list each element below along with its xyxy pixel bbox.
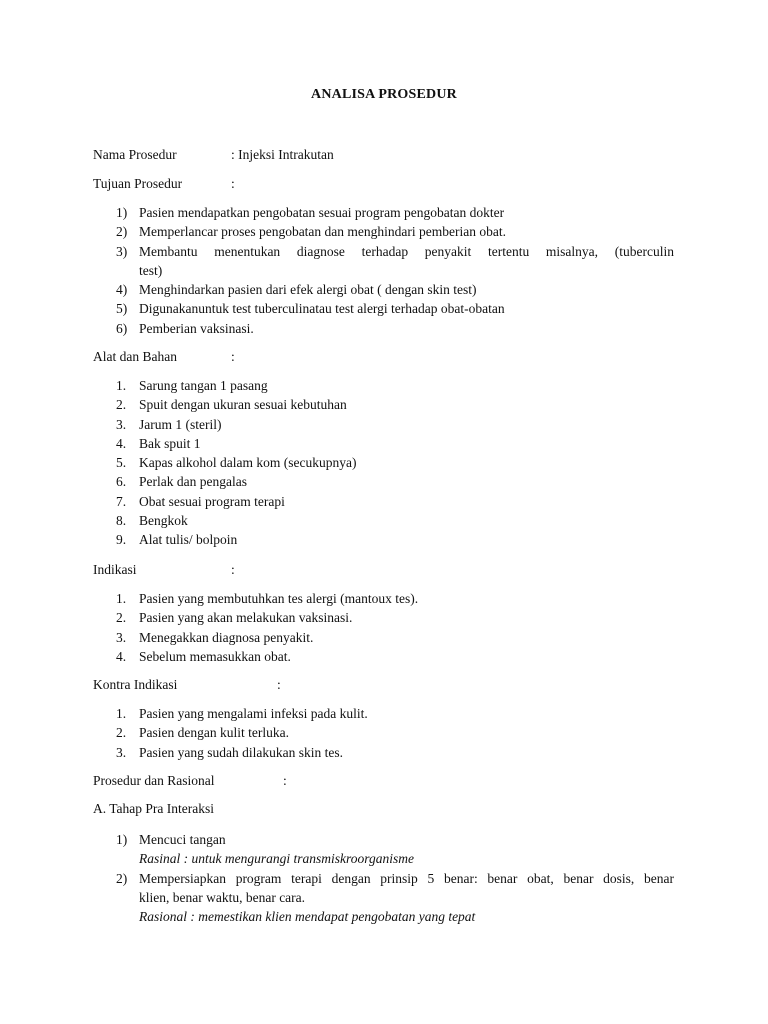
list-item-text-continued: klien, benar waktu, benar cara.: [139, 889, 306, 905]
list-item: [93, 530, 674, 549]
list-item-number: 1): [116, 832, 128, 847]
prosedur-rasional-colon: :: [283, 773, 287, 788]
list-item: [93, 743, 674, 762]
list-item-number: 6): [116, 320, 128, 336]
list-item-number: 2.: [116, 610, 127, 626]
list-item-text: Kapas alkohol dalam kom (secukupnya): [139, 455, 357, 471]
list-item-number: 2.: [116, 725, 127, 741]
list-item-text: Memperlancar proses pengobatan dan menghindari pemberian obat.: [139, 224, 506, 240]
document-title: ANALISA PROSEDUR: [311, 87, 457, 102]
list-item: [93, 647, 674, 666]
tahap-pra-interaksi-heading: A. Tahap Pra Interaksi: [93, 801, 215, 816]
tujuan-prosedur-list: [93, 203, 674, 338]
list-item-number: 9.: [116, 532, 127, 548]
list-item-number: 2.: [116, 397, 127, 413]
rasional-text: Rasinal : untuk mengurangi transmiskroorganisme: [139, 851, 414, 867]
list-item-text-continued: test): [139, 262, 163, 278]
list-item-text: Pasien yang sudah dilakukan skin tes.: [139, 744, 343, 760]
list-item: [93, 395, 674, 414]
list-item-number: 1.: [116, 378, 127, 393]
list-item: [93, 723, 674, 742]
kontra-indikasi-colon: :: [277, 677, 281, 692]
list-item-text: Mencuci tangan: [139, 832, 226, 847]
list-item-text: Jarum 1 (steril): [139, 416, 222, 432]
list-item: [93, 628, 674, 647]
list-item: [93, 511, 674, 530]
list-item-number: 4.: [116, 435, 127, 451]
list-item: [93, 242, 674, 281]
list-item-text: Menegakkan diagnosa penyakit.: [139, 629, 314, 645]
indikasi-label: Indikasi: [93, 562, 137, 577]
nama-prosedur-value: : Injeksi Intrakutan: [231, 147, 334, 162]
list-item-number: 8.: [116, 513, 127, 529]
prosedur-rasional-label: Prosedur dan Rasional: [93, 773, 215, 788]
alat-bahan-colon: :: [231, 349, 235, 364]
list-item: [93, 222, 674, 241]
tujuan-prosedur-colon: :: [231, 176, 235, 191]
list-item-text: Membantu menentukan diagnose terhadap penyakit tertentu misalnya, (tuberculin: [139, 243, 674, 259]
list-item-number: 3.: [116, 416, 127, 432]
list-item-text: Sebelum memasukkan obat.: [139, 648, 291, 664]
list-item-text: Mempersiapkan program terapi dengan prinsip 5 benar: benar obat, benar dosis, benar: [139, 870, 674, 886]
list-item-text: Menghindarkan pasien dari efek alergi obat ( dengan skin test): [139, 282, 477, 298]
list-item: [93, 492, 674, 511]
list-item: [93, 434, 674, 453]
list-item-number: 7.: [116, 493, 127, 509]
kontra-indikasi-label: Kontra Indikasi: [93, 677, 178, 692]
kontra-indikasi-list: [93, 704, 674, 762]
list-item: [93, 472, 674, 491]
alat-bahan-list: [93, 376, 674, 550]
list-item: [93, 608, 674, 627]
list-item: [93, 830, 674, 869]
alat-bahan-label: Alat dan Bahan: [93, 349, 177, 364]
list-item-text: Spuit dengan ukuran sesuai kebutuhan: [139, 397, 347, 413]
indikasi-list: [93, 589, 674, 666]
tahap-pra-interaksi-list: [93, 830, 674, 926]
list-item-text: Pasien yang mengalami infeksi pada kulit.: [139, 706, 368, 721]
list-item-text: Pasien yang membutuhkan tes alergi (mantoux tes).: [139, 591, 419, 606]
list-item-number: 1): [116, 205, 128, 220]
list-item: [93, 589, 674, 608]
list-item: [93, 869, 674, 927]
list-item-number: 1.: [116, 706, 127, 721]
list-item-number: 1.: [116, 591, 127, 606]
list-item-number: 4): [116, 282, 128, 298]
list-item: [93, 453, 674, 472]
list-item: [93, 280, 674, 299]
list-item-text: Perlak dan pengalas: [139, 474, 247, 490]
list-item: [93, 299, 674, 318]
list-item-number: 4.: [116, 648, 127, 664]
list-item-number: 2): [116, 224, 128, 240]
nama-prosedur-label: Nama Prosedur: [93, 147, 177, 162]
list-item-number: 3.: [116, 744, 127, 760]
list-item: [93, 415, 674, 434]
indikasi-colon: :: [231, 562, 235, 577]
list-item-number: 3): [116, 243, 128, 259]
list-item: [93, 376, 674, 395]
list-item: [93, 319, 674, 338]
list-item-text: Obat sesuai program terapi: [139, 493, 285, 509]
list-item-number: 5): [116, 301, 128, 317]
list-item: [93, 704, 674, 723]
list-item-text: Pasien yang akan melakukan vaksinasi.: [139, 610, 353, 626]
list-item-text: Pasien dengan kulit terluka.: [139, 725, 289, 741]
list-item-number: 6.: [116, 474, 127, 490]
list-item-text: Sarung tangan 1 pasang: [139, 378, 268, 393]
list-item-text: Digunakanuntuk test tuberculinatau test alergi terhadap obat-obatan: [139, 301, 505, 317]
list-item-text: Bengkok: [139, 513, 188, 529]
list-item-number: 3.: [116, 629, 127, 645]
tujuan-prosedur-label: Tujuan Prosedur: [93, 176, 183, 191]
list-item: [93, 203, 674, 222]
list-item-text: Pasien mendapatkan pengobatan sesuai program pengobatan dokter: [139, 205, 505, 220]
list-item-text: Pemberian vaksinasi.: [139, 320, 254, 336]
rasional-text: Rasional : memestikan klien mendapat pengobatan yang tepat: [139, 909, 476, 925]
list-item-number: 2): [116, 870, 128, 886]
list-item-text: Bak spuit 1: [139, 435, 201, 451]
list-item-text: Alat tulis/ bolpoin: [139, 532, 238, 548]
list-item-number: 5.: [116, 455, 127, 471]
